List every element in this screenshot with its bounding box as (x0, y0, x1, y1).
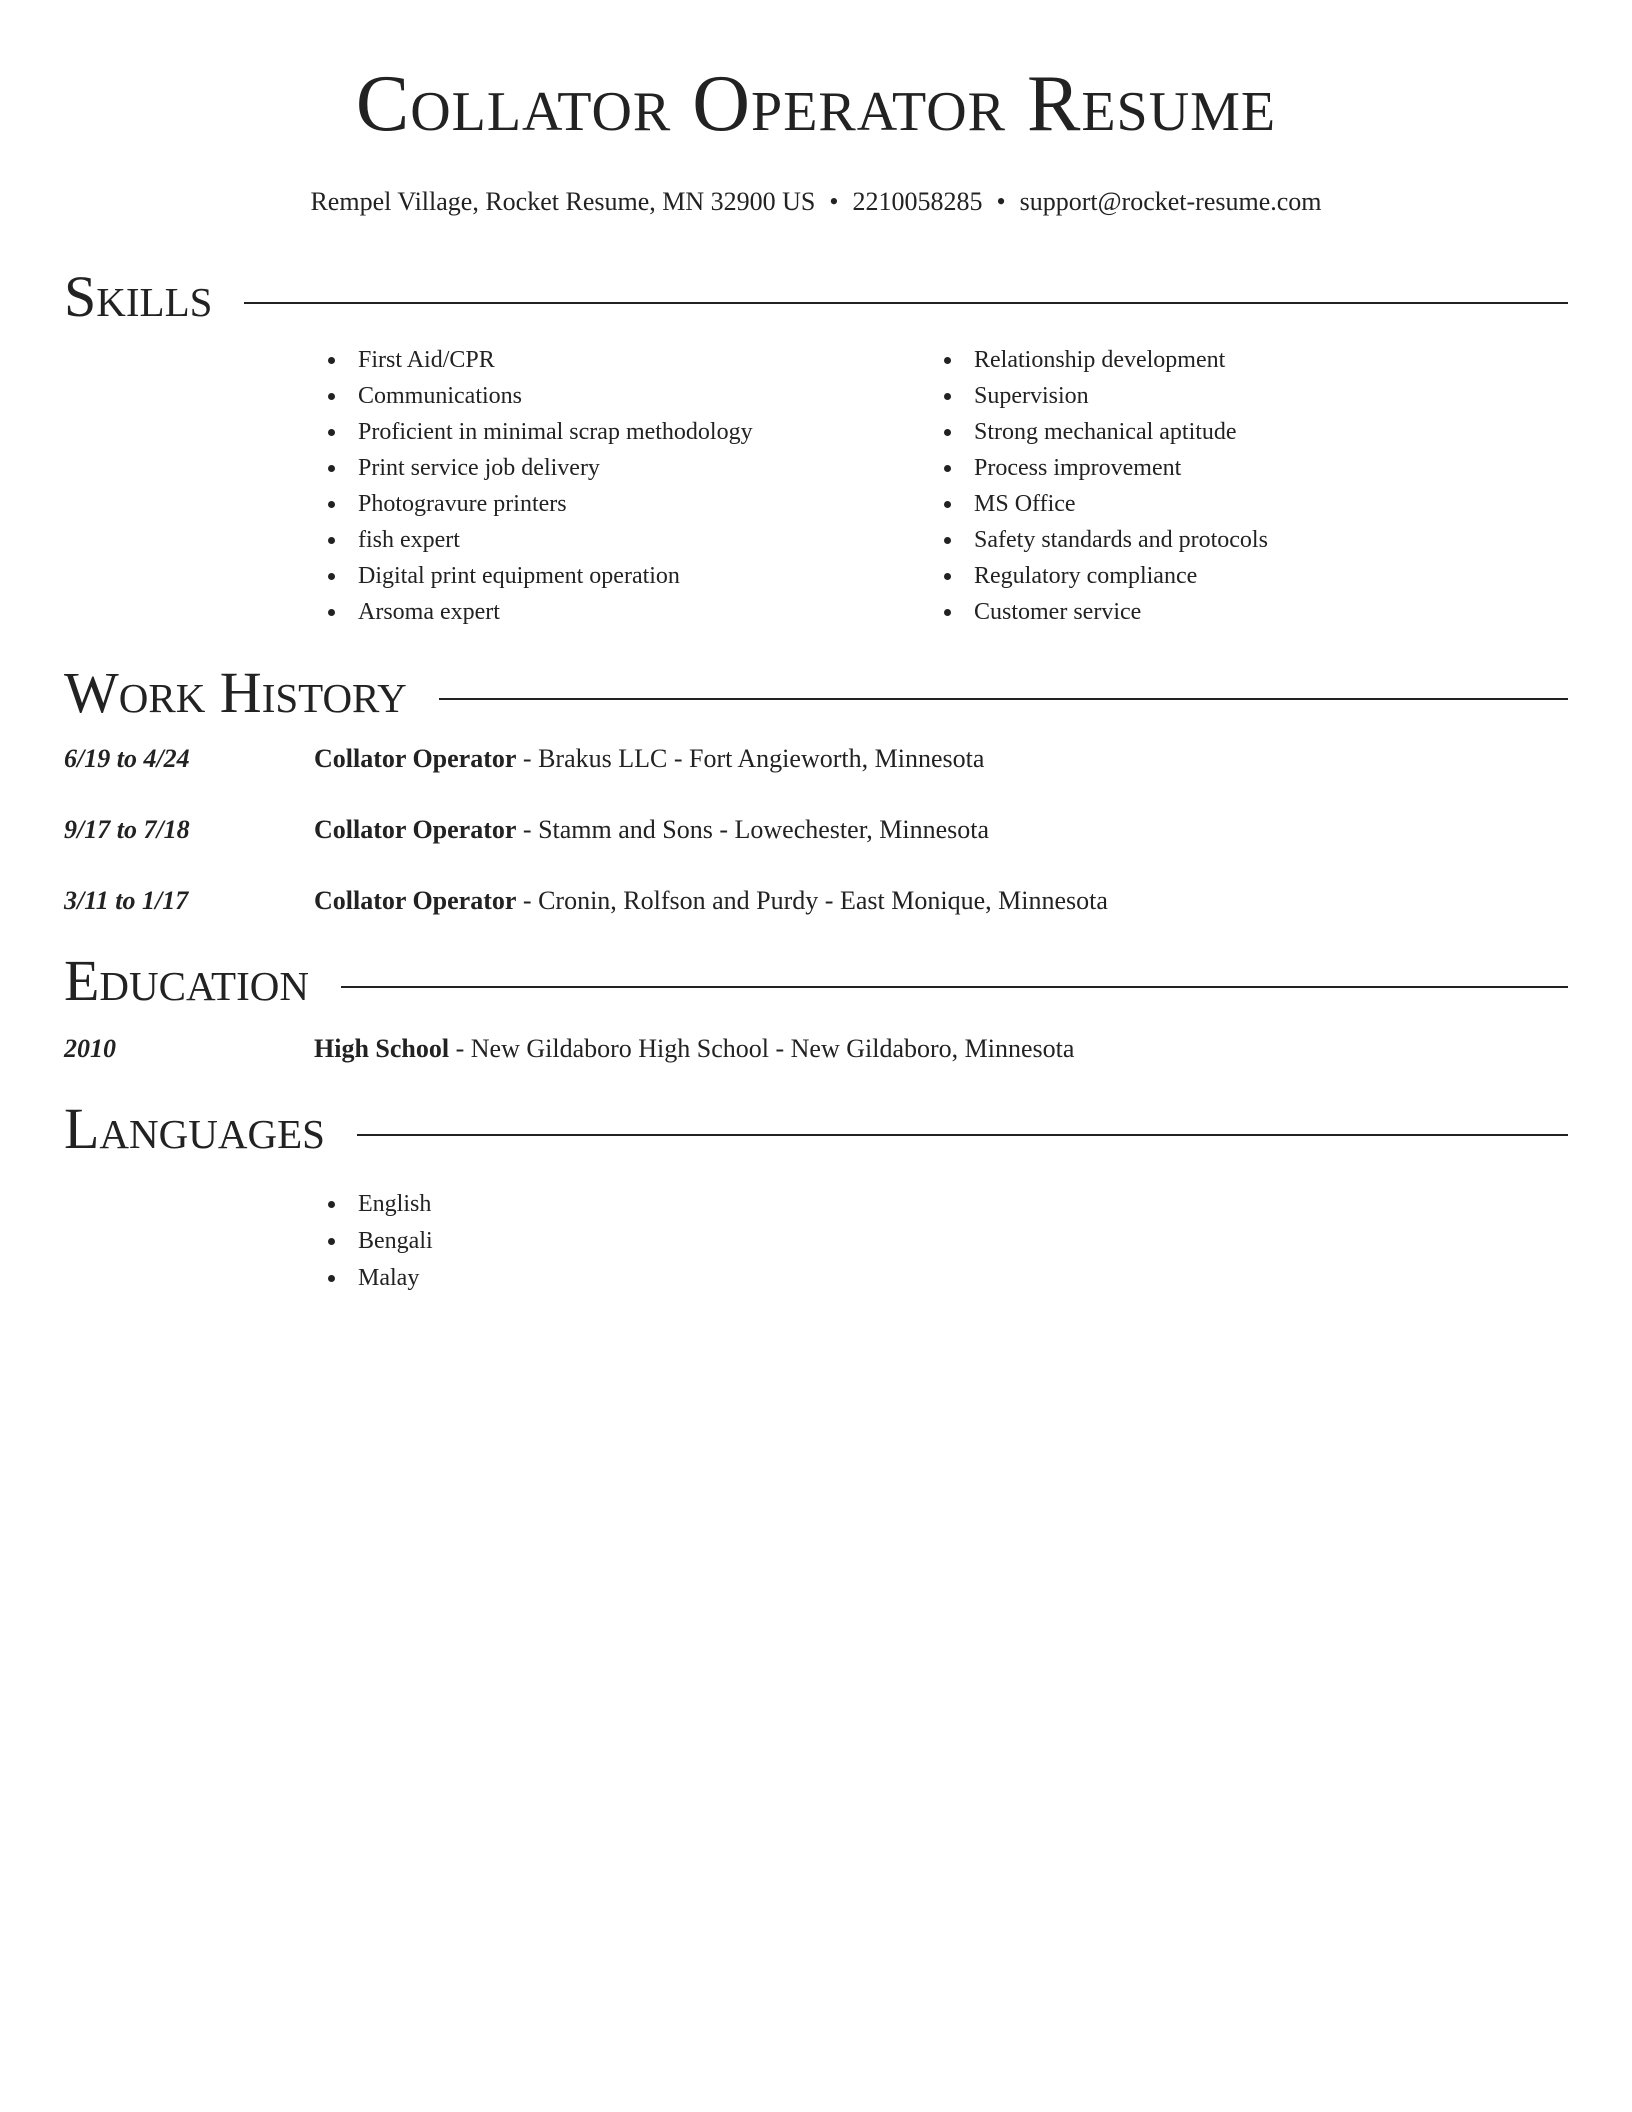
skill-item: Digital print equipment operation (314, 558, 930, 594)
education-list (64, 1032, 1568, 1066)
work-history-list (64, 742, 1568, 918)
skill-item: Photogravure printers (314, 486, 930, 522)
work-description (314, 742, 984, 776)
education-section-header (64, 946, 1568, 1016)
skills-column-right (930, 342, 1546, 630)
languages-column (314, 1186, 1568, 1297)
section-divider (341, 986, 1568, 988)
work-role: Collator Operator (314, 744, 517, 773)
skill-item: Communications (314, 378, 930, 414)
work-date: 6/19 to 4/24 (64, 744, 190, 773)
skill-item: Regulatory compliance (930, 558, 1546, 594)
work-details: - Brakus LLC - Fort Angieworth, Minnesota (516, 744, 985, 773)
work-entry (64, 884, 1568, 918)
skill-item: Relationship development (930, 342, 1546, 378)
work-entry (64, 742, 1568, 776)
language-item: Bengali (314, 1223, 1568, 1260)
resume-page (64, 0, 1568, 1297)
skills-list (314, 342, 1568, 630)
skills-column-left (314, 342, 930, 630)
education-description (314, 1032, 1074, 1066)
skill-item: Customer service (930, 594, 1546, 630)
work-description (314, 813, 989, 847)
section-divider (244, 302, 1568, 304)
work-details: - Stamm and Sons - Lowechester, Minnesota (516, 815, 990, 844)
skill-item: MS Office (930, 486, 1546, 522)
skills-heading: Skills (64, 264, 213, 329)
skill-item: First Aid/CPR (314, 342, 930, 378)
language-item: English (314, 1186, 1568, 1223)
skill-item: Process improvement (930, 450, 1546, 486)
work-role: Collator Operator (314, 815, 517, 844)
education-heading: Education (64, 948, 309, 1013)
work-history-heading: Work History (64, 660, 407, 725)
skill-item: Strong mechanical aptitude (930, 414, 1546, 450)
education-details: - New Gildaboro High School - New Gildaboro, Minnesota (449, 1034, 1075, 1063)
work-entry (64, 813, 1568, 847)
languages-section-header (64, 1094, 1568, 1164)
contact-separator: • (829, 187, 839, 216)
contact-address: Rempel Village, Rocket Resume, MN 32900 US (310, 187, 816, 216)
skill-item: fish expert (314, 522, 930, 558)
skill-item: Arsoma expert (314, 594, 930, 630)
education-degree: High School (314, 1034, 450, 1063)
contact-email: support@rocket-resume.com (1019, 187, 1322, 216)
education-date: 2010 (64, 1034, 116, 1063)
contact-line (64, 186, 1568, 218)
contact-phone: 2210058285 (852, 187, 983, 216)
work-date: 3/11 to 1/17 (64, 886, 189, 915)
section-divider (357, 1134, 1568, 1136)
languages-list (314, 1186, 1568, 1297)
languages-heading: Languages (64, 1096, 325, 1161)
education-entry (64, 1032, 1568, 1066)
page-title: Collator Operator Resume (355, 60, 1277, 148)
work-history-section-header (64, 658, 1568, 728)
skills-section-header (64, 262, 1568, 332)
work-description (314, 884, 1108, 918)
language-item: Malay (314, 1260, 1568, 1297)
section-divider (439, 698, 1568, 700)
contact-separator: • (996, 187, 1006, 216)
skill-item: Safety standards and protocols (930, 522, 1546, 558)
work-date: 9/17 to 7/18 (64, 815, 190, 844)
skill-item: Print service job delivery (314, 450, 930, 486)
skill-item: Supervision (930, 378, 1546, 414)
work-details: - Cronin, Rolfson and Purdy - East Monique, Minnesota (516, 886, 1108, 915)
work-role: Collator Operator (314, 886, 517, 915)
skill-item: Proficient in minimal scrap methodology (314, 414, 930, 450)
